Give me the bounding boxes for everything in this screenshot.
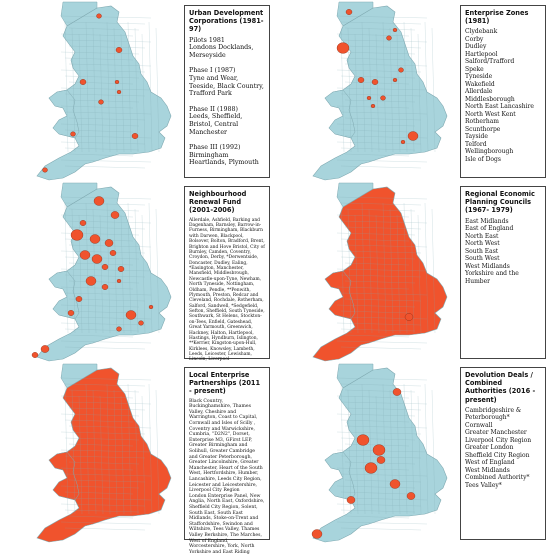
- highlighted-area: [381, 96, 386, 101]
- highlighted-area: [358, 77, 364, 82]
- panel-udc: [1, 2, 273, 181]
- highlighted-area: [372, 79, 378, 84]
- map-devolution-deals: [277, 364, 459, 543]
- legend-body: East Midlands East of England North East North West South East South West West Midlands Yorkshire and the Humber: [465, 217, 519, 285]
- legend-title: Enterprise Zones (1981): [465, 9, 529, 26]
- map-enterprise-zones: [277, 2, 459, 181]
- highlighted-area: [149, 305, 153, 309]
- map-urban-development-corporations: [1, 2, 183, 181]
- highlighted-area: [387, 36, 392, 41]
- highlighted-area: [118, 266, 124, 271]
- legend-body: Allerdale, Ashfield, Barking and Dagenham, Barnsley, Barrow-in-Furness, Birmingham, Blackburn with Darwen, Blackpool, Bolsover, Bolton, Bradford, Brent, Brighton and Hove Bristol, City of Burnley, Camden, Coventry, Croydon, Derby, *Derwentside, Doncaster, Dudley, Ealing, *Easington, Manchester, Mansfield, Middlesbrough, Newcastle-upon-Tyne, Newham, North Tyneside, Nottingham, Oldham, Pendle, **Penwith, Plymouth, Preston, Redcar and Cleveland, Rochdale, Rotherham, Salford, Sandwell, *Sedgefield, Sefton, Sheffield, South Tyneside, Southwark, St Helens, Stockton-on-Tees, Enfield, Gateshead, Great Yarmouth, Greenwich, Hackney, Halton, Hartlepool, Hastings, Hyndburn, Islington, **Kerrier, Kingston-upon-Hull, Kirklees, Knowsley, Lambeth, Leeds, Leicester, Lewisham, Lincoln, Liverpool: [189, 217, 265, 363]
- highlighted-area: [408, 132, 418, 141]
- legend-box: [184, 367, 270, 555]
- highlighted-area: [126, 311, 136, 320]
- highlighted-area: [312, 530, 322, 539]
- highlighted-area: [393, 78, 397, 82]
- highlighted-area: [32, 352, 38, 357]
- highlighted-area: [92, 255, 102, 264]
- legend-box: [184, 5, 270, 178]
- legend-title: Devolution Deals / Combined Authorities (2016 - present): [465, 371, 536, 404]
- highlighted-area: [117, 327, 122, 332]
- panel-devolution-deals: [277, 364, 549, 543]
- legend-body: Cambridgeshire & Peterborough* Cornwall Greater Manchester Liverpool City Region Greater London Sheffield City Region West of England West Midlands Combined Authority* Tees Valley*: [465, 406, 532, 489]
- highlighted-area: [373, 445, 385, 456]
- highlighted-area: [346, 9, 352, 14]
- highlighted-area: [102, 284, 108, 289]
- highlighted-area: [139, 321, 144, 326]
- map-local-enterprise-partnerships: [1, 364, 183, 543]
- highlighted-area: [377, 456, 385, 463]
- highlighted-area: [86, 277, 96, 286]
- highlighted-area: [371, 104, 375, 108]
- highlighted-area: [99, 100, 104, 105]
- highlighted-area: [71, 132, 76, 137]
- highlighted-area: [43, 168, 48, 173]
- highlighted-area: [76, 296, 82, 301]
- highlighted-area: [102, 264, 108, 269]
- highlighted-area: [399, 68, 404, 73]
- highlighted-area: [90, 235, 100, 244]
- highlighted-area: [94, 197, 104, 206]
- legend-box: [460, 186, 546, 359]
- highlighted-area: [393, 388, 401, 395]
- panel-local-enterprise-partnerships: [1, 364, 273, 555]
- legend-body: Pilots 1981 Londons Docklands, Merseyside Phase I (1987) Tyne and Wear, Teeside, Black Country, Trafford Park Phase II (1988) Leeds, Sheffield, Bristol, Central Manchester Phase III (1992) Birmingham Heartlands, Plymouth: [189, 36, 264, 167]
- legend-box: [460, 5, 546, 178]
- highlighted-area: [71, 230, 83, 241]
- highlighted-area: [97, 14, 102, 19]
- highlighted-area: [115, 80, 119, 84]
- highlighted-area: [111, 211, 119, 218]
- highlighted-area: [110, 250, 116, 255]
- map-neighbourhood-renewal-fund: [1, 183, 183, 362]
- legend-body: Clydebank Corby Dudley Hartlepool Salford/Trafford Speke Tyneside Wakefield Allerdale Middlesborough North East Lancashire North West Kent Rotherham Scunthorpe Tayside Telford Wellingborough Isle of Dogs: [465, 28, 534, 163]
- highlighted-area: [41, 345, 49, 352]
- highlighted-area: [80, 251, 90, 260]
- highlighted-area: [405, 313, 413, 320]
- map-regional-planning-councils: [277, 183, 459, 362]
- highlighted-area: [80, 220, 86, 225]
- highlighted-area: [347, 496, 355, 503]
- highlighted-area: [117, 90, 121, 94]
- highlighted-area: [390, 480, 400, 489]
- highlighted-area: [407, 492, 415, 499]
- highlighted-area: [367, 96, 371, 100]
- legend-body: Black Country, Buckinghamshire, Thames Valley, Cheshire and Warrington, Coast to Capital, Cornwall and Isles of Scilly , Coventry and Warwickshire, Cumbria, "D2N2", Dorset, Enterprise M3, GFirst LEP, Greater Birmingham and Solihull, Greater Cambridge and Greater Peterborough, Greater Lincolnshire, Greater Manchester, Heart of the South West, Hertfordshire, Humber, Lancashire, Leeds City Region, Leicester and Leicestershire, Liverpool City Region London Enterprise Panel, New Anglia, North East, Oxfordshire, Sheffield City Region, Solent, South East, South East Midlands, Stoke-on-Trent and Staffordshire, Swindon and Wiltshire, Tees Valley, Thames Valley Berkshire, The Marches, West of England, Worcestershire, York, North Yorkshire and East Riding: [189, 398, 265, 555]
- highlighted-area: [357, 435, 369, 446]
- highlighted-area: [337, 43, 349, 54]
- highlighted-area: [116, 47, 122, 52]
- highlighted-area: [80, 79, 86, 84]
- panel-neighbourhood-renewal-fund: [1, 183, 273, 362]
- legend-title: Regional Economic Planning Councils (1967- 1979): [465, 190, 535, 215]
- highlighted-area: [105, 239, 113, 246]
- highlighted-area: [401, 140, 405, 144]
- panel-regional-planning-councils: [277, 183, 549, 362]
- highlighted-area: [132, 133, 138, 138]
- highlighted-area: [393, 28, 397, 32]
- legend-box: [184, 186, 270, 363]
- legend-title: Neighbourhood Renewal Fund (2001-2006): [189, 190, 247, 215]
- legend-title: Local Enterprise Partnerships (2011 - present): [189, 371, 261, 396]
- highlighted-area: [68, 310, 74, 315]
- highlighted-area: [365, 463, 377, 474]
- legend-title: Urban Development Corporations (1981-97): [189, 9, 264, 34]
- highlighted-area: [117, 279, 121, 283]
- panel-enterprise-zones: [277, 2, 549, 181]
- legend-box: [460, 367, 546, 540]
